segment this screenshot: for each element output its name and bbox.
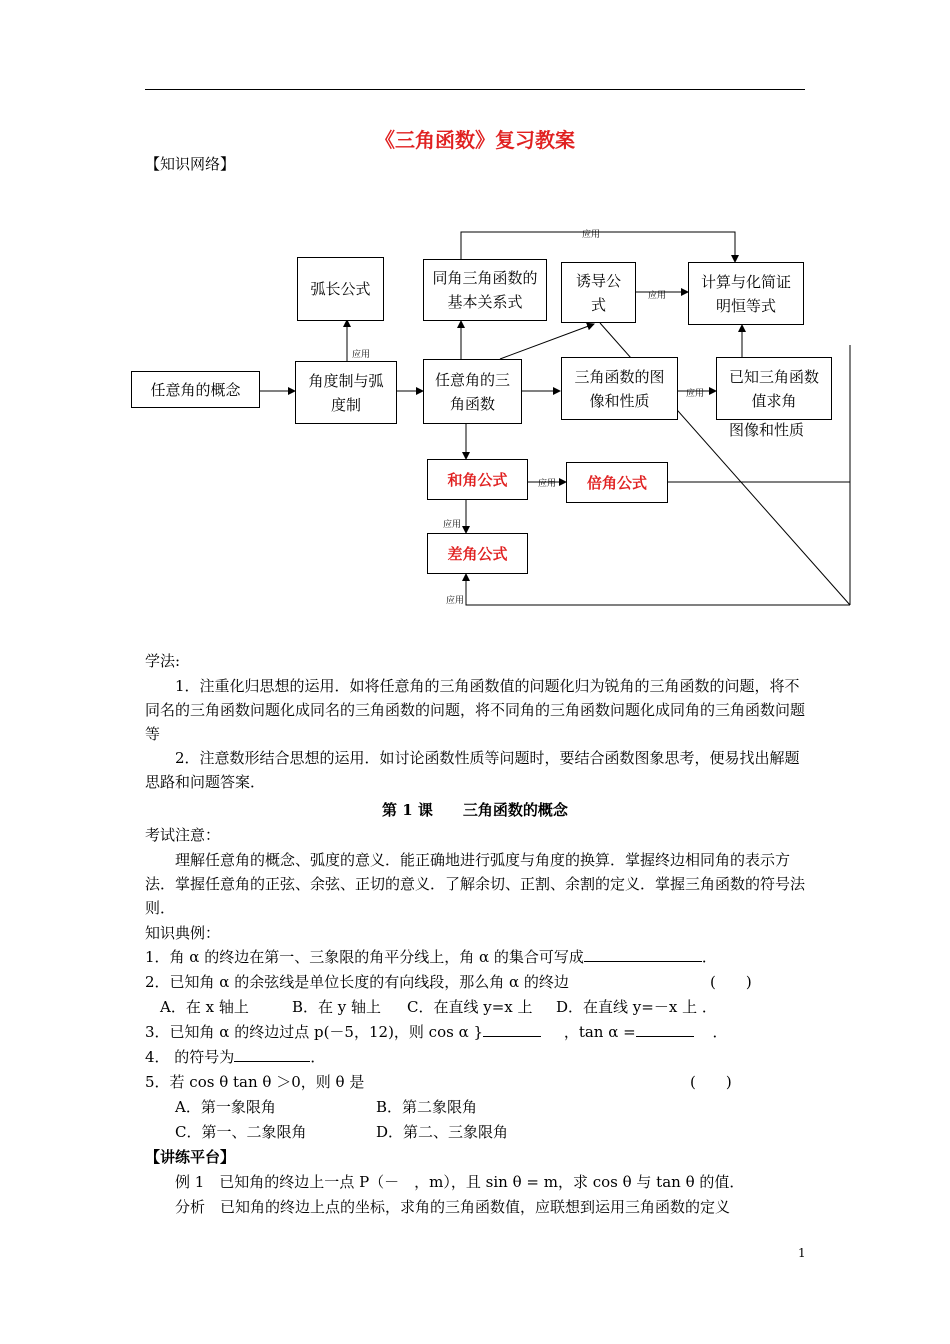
q2-option-c: C．在直线 y=x 上 (407, 998, 533, 1016)
q2-option-d: D．在直线 y=－x 上 ． (556, 998, 717, 1016)
q2-option-b: B．在 y 轴上 (292, 998, 382, 1016)
lesson-title: 第 1 课 三角函数的概念 (382, 801, 568, 819)
practice-heading: 【讲练平台】 (145, 1148, 236, 1166)
box-any-angle-trig: 任意角的三角函数 (423, 359, 522, 424)
question-3-end: ． (712, 1023, 728, 1041)
q5-option-b: B．第二象限角 (376, 1098, 478, 1116)
q5-option-a: A．第一象限角 (175, 1098, 276, 1116)
answer-blank (483, 1022, 541, 1037)
label-apply: 应用 (582, 230, 601, 240)
question-3-tan: ，tan α = (563, 1023, 636, 1041)
question-3-cos: 3．已知角 α 的终边过点 p(－5，12)，则 cos α } (145, 1023, 484, 1041)
label-apply: 应用 (538, 479, 557, 489)
box-arc-length: 弧长公式 (297, 257, 384, 321)
question-2-paren: ( ) (710, 973, 752, 991)
arrow-trig-to-induction (500, 324, 594, 359)
box-compute-simplify: 计算与化简证明恒等式 (688, 262, 804, 325)
method-point-1: 1．注重化归思想的运用．如将任意角的三角函数值的问题化归为锐角的三角函数的问题，将不同名的三角函数问题化成同名的三角函数的问题，将不同角的三角函数问题化成同角的三角函数问题等 (145, 677, 806, 743)
label-apply: 应用 (352, 350, 371, 360)
exam-notes-heading: 考试注意： (145, 826, 221, 844)
arrow-bottom-to-diff (466, 574, 850, 605)
diagram-stray-text: 图像和性质 (729, 421, 805, 439)
method-point-2: 2．注意数形结合思想的运用．如讨论函数性质等问题时，要结合函数图象思考，便易找出解题思路和问题答案． (145, 749, 800, 791)
page-number: 1 (798, 1246, 806, 1260)
question-3 (145, 1021, 727, 1042)
section-knowledge-network: 【知识网络】 (145, 155, 236, 173)
question-1 (145, 946, 717, 967)
box-double-angle: 倍角公式 (566, 462, 668, 503)
box-any-angle-concept: 任意角的概念 (131, 371, 260, 408)
box-induction-formula: 诱导公式 (561, 262, 636, 323)
label-apply: 应用 (648, 291, 667, 301)
example-1-analysis: 分析 已知角的终边上点的坐标，求角的三角函数值，应联想到运用三角函数的定义 (175, 1198, 731, 1216)
q5-option-c: C．第一、二象限角 (175, 1123, 307, 1141)
example-1: 例 1 已知角的终边上一点 P（－ ，m），且 sin θ = m，求 cos θ 与 tan θ 的值． (175, 1173, 745, 1191)
label-apply: 应用 (443, 520, 462, 530)
question-5-text: 5．若 cos θ tan θ ＞0，则 θ 是 (145, 1073, 365, 1091)
box-degree-radian: 角度制与弧度制 (295, 361, 397, 424)
box-sum-angle: 和角公式 (427, 459, 528, 500)
answer-blank (234, 1047, 310, 1062)
question-4-text: 4． 的符号为 (145, 1048, 235, 1066)
exam-notes-text: 理解任意角的概念、弧度的意义．能正确地进行弧度与角度的换算．掌握终边相同角的表示方法．掌握任意角的正弦、余弦、正切的意义．了解余切、正割、余割的定义．掌握三角函数的符号法则． (145, 851, 806, 917)
answer-blank (636, 1022, 694, 1037)
page-title: 《三角函数》复习教案 (375, 128, 575, 152)
examples-heading: 知识典例： (145, 924, 221, 942)
question-5-paren: ( ) (690, 1073, 732, 1091)
question-2-text: 2．已知角 α 的余弦线是单位长度的有向线段，那么角 α 的终边 (145, 973, 569, 991)
answer-blank (584, 947, 702, 962)
q5-option-d: D．第二、三象限角 (376, 1123, 509, 1141)
label-apply: 应用 (686, 389, 705, 399)
question-1-text: 1．角 α 的终边在第一、三象限的角平分线上，角 α 的集合可写成 (145, 948, 584, 966)
box-known-value-find-angle: 已知三角函数值求角 (716, 357, 832, 420)
question-4-end: ． (310, 1048, 326, 1066)
box-trig-graph-properties: 三角函数的图像和性质 (561, 357, 678, 420)
label-apply: 应用 (446, 596, 465, 606)
box-same-angle-relations: 同角三角函数的基本关系式 (423, 259, 547, 321)
q2-option-a: A．在 x 轴上 (160, 998, 249, 1016)
question-1-end: ． (701, 948, 717, 966)
method-heading: 学法: (145, 652, 181, 670)
box-diff-angle: 差角公式 (427, 533, 528, 574)
question-4 (145, 1046, 325, 1067)
